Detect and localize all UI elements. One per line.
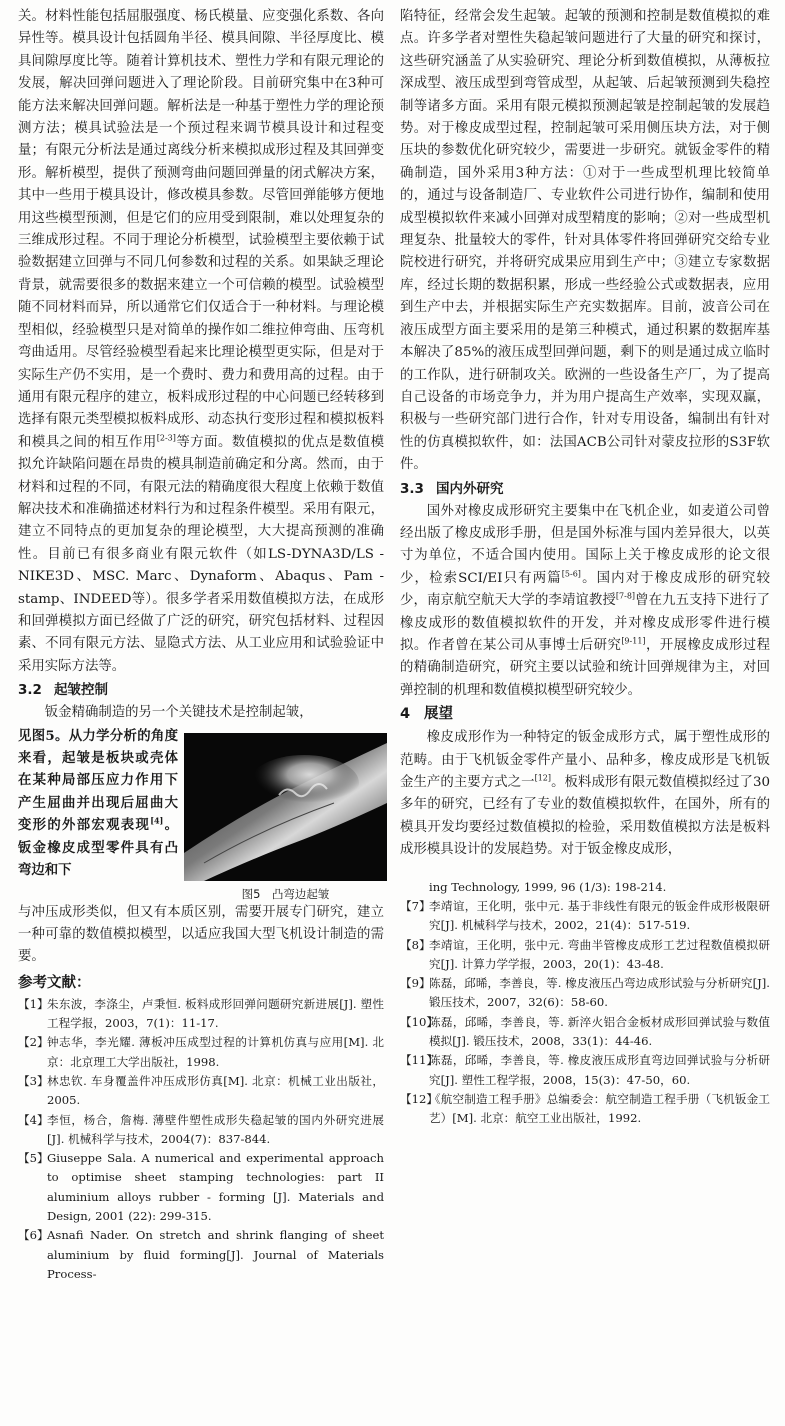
section-number: 3.3 — [400, 480, 424, 497]
paragraph-text: 曾在九五支持下进行了橡皮成形的数值模拟软件的开发，并对橡皮成形零件进行模拟。作者曾在某公司从事博士后研究 — [400, 593, 770, 653]
figure-wrap — [18, 725, 384, 902]
reference-text: 李恒，杨合，詹梅. 薄壁件塑性成形失稳起皱的国内外研究进展[J]. 机械科学与技术，2004(7)：837-844. — [47, 1112, 384, 1146]
references-heading: 参考文献： — [18, 974, 91, 991]
section-title: 国内外研究 — [436, 480, 504, 497]
reference-number: 【8】 — [400, 937, 431, 952]
reference-number: 【9】 — [400, 976, 431, 991]
reference-number: 【12】 — [400, 1091, 438, 1106]
citation: [9-11] — [621, 636, 646, 646]
figure-5 — [184, 725, 387, 902]
paragraph-text: ，开展橡皮成形过程的精确制造研究，研究主要以试验和统计回弹规律为主，对回弹控制的机理和数值模拟模型研究较少。 — [400, 637, 771, 698]
paragraph-text: 。板料成形有限元数值模拟经过了30多年的研究，已经有了专业的数值模拟软件，在国外，所有的模具开发均要经过数值模拟的检验，采用数值模拟方法是板料成形模具设计的发展趋势。对于钣金橡皮成形， — [400, 775, 770, 858]
section-heading-4 — [400, 702, 770, 727]
reference-text: 钟志华，李光耀. 薄板冲压成型过程的计算机仿真与应用[M]. 北京：北京理工大学出版社，1998. — [47, 1035, 384, 1069]
citation: [7-8] — [615, 591, 636, 601]
reference-text: 李靖谊，王化明，张中元. 基于非线性有限元的钣金件成形极限研究[J]. 机械科学与技术，2002，21(4)：517-519. — [429, 898, 770, 933]
paragraph-text: 。国内对于橡皮成形的研究较少，南京航空航天大学的李靖谊教授 — [400, 570, 770, 609]
citation: [12] — [534, 773, 552, 783]
body-paragraph: 与冲压成形类似，但又有本质区别，需要开展专门研究，建立一种可靠的数值模拟模型，以适应我国大型飞机设计制造的需要。 — [18, 904, 384, 965]
reference-item — [400, 1051, 770, 1090]
reference-text: 陈磊，邱晞，李善良，等. 橡皮液压成形直弯边回弹试验与分析研究[J]. 塑性工程学报，2008，15(3)：47-50，60. — [429, 1053, 770, 1087]
reference-number: 【10】 — [400, 1014, 438, 1029]
reference-item — [400, 897, 770, 936]
citation: [5-6] — [561, 569, 581, 579]
left-column — [18, 6, 384, 1284]
reference-text: 陈磊，邱晞，李善良，等. 新淬火铝合金板材成形回弹试验与数值模拟[J]. 锻压技术，2008，33(1)：44-46. — [429, 1014, 770, 1048]
reference-item — [400, 974, 770, 1013]
reference-number: 【1】 — [18, 996, 49, 1011]
reference-text: 陈磊，邱晞，李善良，等. 橡皮液压凸弯边成形试验与分析研究[J]. 锻压技术，2007，32(6)：58-60. — [429, 976, 770, 1010]
reference-number: 【4】 — [18, 1112, 49, 1127]
reference-number: 【6】 — [18, 1228, 49, 1243]
body-paragraph: 钣金精确制造的另一个关键技术是控制起皱， — [44, 705, 313, 721]
right-column — [400, 6, 770, 1128]
paragraph-text: 关。材料性能包括屈服强度、杨氏模量、应变强化系数、各向异性等。模具设计包括圆角半径、模具间隙、半径厚度比、模具间隙厚度比等。随着计算机技术、塑性力学和有限元理论的发展，解决回弹问题进入了理论阶段。目前研究集中在3种可能方法来解决回弹问题。解析法是一种基于塑性力学的理论预测方法；模具试验法是一个预过程来调节模具设计和过程变量；有限元分析法是通过离线分析来模拟成形过程及其回弹变形。解析模型，提供了预测弯曲问题回弹量的闭式解决方案，其中一些用于模具设计，修改模具参数。尽管回弹能够方便地用这些模型预测，但是它们的应用受到限制，难以处理复杂的三维成形过程。不同于理论分析模型，试验模型主要依赖于试验数据建立回弹与不同几何参数和过程的关系。如果缺乏理论背景，就需要很多的数据来建立一个可信赖的模型。试验模型随不同材料而异，所以通常它们仅适合于一种材料。与理论模型相似，经验模型只是对简单的操作如二维拉伸弯曲、压弯机弯曲适用。尽管经验模型看起来比理论模型更实际，但是对于实际生产仍不实用，是一个费时、费力和费用高的过程。由于通用有限元程序的建立，板料成形过程的中心问题已经转移到选择有限元类型模拟板料成形、动态执行变形过程和模拟板料和模具之间的相互作用 — [18, 9, 384, 450]
reference-item — [18, 1111, 384, 1150]
paragraph-text: 等方面。数值模拟的优点是数值模拟允许缺陷问题在昂贵的模具制造前确定和分离。然而，由于材料和过程的不同，有限元法的精确度很大程度上依赖于数值解决技术和准确描述材料行为和过程条件模型。采用有限元，建立不同特点的更加复杂的理论模型，大大提高预测的准确性。目前已有很多商业有限元软件（如LS-DYNA3D/LS - NIKE3D、MSC. Marc、Dynaform、Abaqus、Pam - stamp、INDEED等）。很多学者采用数值模拟方法，在成形和回弹模拟方面已经做了广泛的研究，研究包括材料、过程因素、不同有限元方法、显隐式方法、从工业应用和试验验证中采用实际方法等。 — [18, 434, 384, 674]
reference-number: 【5】 — [18, 1151, 49, 1166]
reference-list — [400, 878, 770, 1129]
reference-item — [18, 1149, 384, 1226]
wrinkle-photo — [184, 733, 387, 881]
reference-item — [18, 995, 384, 1034]
body-paragraph — [18, 725, 178, 882]
section-title: 展望 — [424, 706, 453, 723]
paragraph-text: 橡皮成形作为一种特定的钣金成形方式，属于塑性成形的范畴。由于飞机钣金零件产量小、品种多，橡皮成形是飞机钣金生产的主要方式之一 — [400, 730, 770, 790]
reference-item — [400, 936, 770, 975]
reference-number: 【3】 — [18, 1074, 49, 1088]
section-heading-3-2 — [18, 678, 384, 702]
citation: [4] — [150, 815, 164, 826]
reference-number: 【7】 — [400, 898, 431, 913]
reference-text: 《航空制造工程手册》总编委会：航空制造工程手册（飞机钣金工艺）[M]. 北京：航空工业出版社，1992. — [429, 1091, 770, 1126]
reference-text: Giuseppe Sala. A numerical and experimental approach to optimise sheet stamping technologies: part II aluminium alloys rubber - forming [J]. Materials and Design, 2001 (22): 299-315. — [47, 1151, 384, 1224]
reference-item — [18, 1072, 384, 1111]
section-number: 3.2 — [18, 682, 42, 699]
section-heading-3-3 — [400, 477, 770, 501]
body-paragraph — [18, 6, 384, 678]
citation: [2-3] — [156, 433, 176, 443]
reference-text: 李靖谊，王化明，张中元. 弯曲半管橡皮成形工艺过程数值模拟研究[J]. 计算力学学报，2003，20(1)：43-48. — [429, 937, 770, 971]
section-title: 起皱控制 — [54, 682, 108, 699]
body-paragraph: 陷特征，经常会发生起皱。起皱的预测和控制是数值模拟的难点。许多学者对塑性失稳起皱问题进行了大量的研究和探讨，这些研究涵盖了从实验研究、理论分析到数值模拟，从薄板拉深成型、液压成型到弯管成型，从起皱、后起皱预测到失稳控制等诸多方面。采用有限元模拟预测起皱是控制起皱的发展趋势。对于橡皮成型过程，控制起皱可采用侧压块方法，对于侧压块的参数优化研究较少，需要进一步研究。就钣金零件的精确制造，国外采用3种方法：①对于一些成型机理比较简单的，通过与设备制造厂、专业软件公司进行协作，编制和使用成型模拟软件来减小回弹对成型精度的影响；②对一些成型机理复杂、批量较大的零件，针对具体零件将回弹研究交给专业院校进行研究，并将研究成果应用到生产中；③建立专家数据库，经过长期的数据积累，形成一些经验公式或数据表，应用到生产中去，并根据实际生产充实数据库。目前，波音公司在液压成型方面主要采用的是第三种模式，通过积累的数据库基本解决了85%的液压成型回弹问题，剩下的则是通过成立临时的工作队，进行研制攻关。欧洲的一些设备生产厂，为了提高自己设备的市场竞争力，并为用户提高生产效率，实现双赢，积极与一些研究部门进行合作，针对专用设备，编制出有针对性的仿真模拟软件，如：法国ACB公司针对蒙皮拉形的S3F软件。 — [400, 9, 770, 473]
reference-list — [18, 995, 384, 1284]
wrapped-text — [18, 725, 178, 882]
reference-item — [400, 1013, 770, 1052]
section-number: 4 — [400, 706, 411, 723]
figure-caption: 图5 凸弯边起皱 — [241, 886, 330, 901]
reference-item — [18, 1226, 384, 1284]
flange-wrinkle-image — [184, 733, 387, 881]
reference-text: 朱东波，李涤尘，卢秉恒. 板料成形回弹问题研究新进展[J]. 塑性工程学报，2003，7(1)：11-17. — [47, 996, 384, 1031]
reference-item — [18, 1033, 384, 1072]
paragraph-text: 见图5。从力学分析的角度来看，起皱是板块或壳体在某种局部压应力作用下产生屈曲并出现后屈曲大变形的外部宏观表现 — [18, 727, 178, 834]
reference-item — [400, 1090, 770, 1129]
paragraph-text: 。钣金橡皮成型零件具有凸弯边和下 — [18, 817, 179, 879]
reference-text: 林忠钦. 车身覆盖件冲压成形仿真[M]. 北京：机械工业出版社，2005. — [47, 1074, 384, 1108]
body-paragraph — [400, 727, 770, 861]
body-paragraph — [400, 501, 770, 703]
reference-number: 【2】 — [18, 1035, 49, 1050]
reference-continuation: ing Technology, 1999, 96 (1/3): 198-214. — [429, 879, 667, 894]
reference-text: Asnafi Nader. On stretch and shrink flanging of sheet aluminium by fluid forming[J]. Journal of Materials Process- — [47, 1228, 384, 1281]
paragraph-text: 国外对橡皮成形研究主要集中在飞机企业，如麦道公司曾经出版了橡皮成形手册，但是国外标准与国内差异很大，以英寸为单位，不适合国内使用。国际上关于橡皮成形的论文很少，检索SCI/EI只有两篇 — [400, 503, 770, 586]
reference-number: 【11】 — [400, 1053, 438, 1068]
